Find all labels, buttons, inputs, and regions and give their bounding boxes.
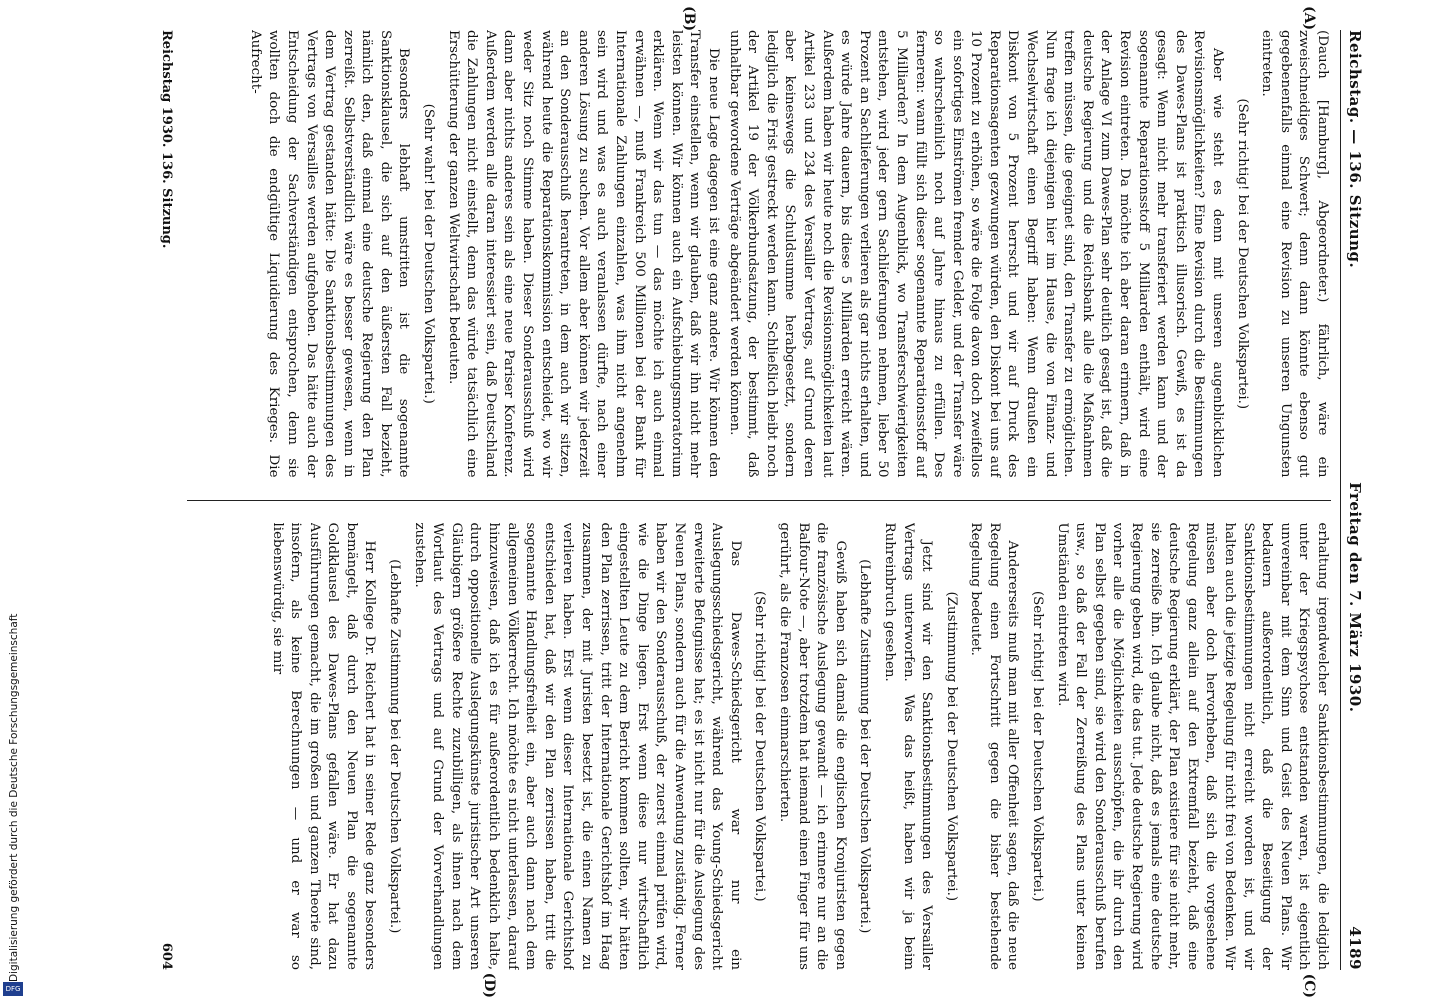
column-divider [187,500,1331,501]
page-header [1340,30,1369,970]
marker-a: (A) [1301,6,1317,31]
left-remark-1: (Sehr richtig! bei der Deutschen Volkspartei.) [1234,98,1250,410]
right-column [187,523,1331,971]
left-paragraph-1: (Dauch [Hamburg], Abgeordneter.) fährlich, wäre ein zweischneidiges Schwert; denn dann könnte ebenso gut gegebenenfalls einmal eine Revision zu unseren Ungunsten eintreten. [1259,30,1330,478]
marker-c: (C) [1301,973,1317,998]
digitization-note-text: Digitalisierung gefördert durch die Deutsche Forschungsgemeinschaft [8,613,20,982]
left-paragraph-2: Aber wie steht es denn mit unseren augenblicklichen Revisionsmöglichkeiten? Eine Revision durch die Bestimmungen des Dawes-Plans ist praktisch illusorisch. Gewiß, es ist da gesagt: Wenn nicht mehr transferiert werden kann und der sogenannte Reparationsstoff 5 Milliarden enthält, wird eine Revision eintreten. Da möchte ich aber daran erinnern, daß in der Anlage VI zum Dawes-Plan sehr deutlich gesagt ist, daß die deutsche Regierung und die Reichsbank alle die Maßnahmen treffen müssen, die geeignet sind, den Transfer zu ermöglichen. Nun frage ich diejenigen hier im Hause, die von Finanz- und Wechselwirtschaft einen Begriff haben: Wenn draußen ein Diskont von 5 Prozent herrscht und wir auf Druck des Reparationsagenten gezwungen würden, den Diskont bei uns auf 10 Prozent zu erhöhen, so wäre die Folge davon doch zweifellos ein sofortiges Einströmen fremder Gelder, und der Transfer wäre so wahrscheinlich noch auf Jahre hinaus zu erfüllen. Des ferneren: wann füllt sich dieser sogenannte Reparationsstoff auf 5 Milliarden? In dem Augenblick, wo Transferschwierigkeiten entstehen, wird jeder gern Sachlieferungen nehmen, lieber 50 Prozent an Sachlieferungen verlieren als gar nichts erhalten, und es würde Jahre dauern, bis diese 5 Milliarden erreicht wären. Außerdem haben wir heute noch die Revisionsmöglichkeiten laut Artikel 233 und 234 des Versailler Vertrags, auf Grund deren aber keineswegs die Schuldsumme herabgesetzt, sondern lediglich die Frist gestreckt werden kann. Schließlich bleibt noch der Artikel 19 der Völkerbundsatzung, der bestimmt, daß unhaltbar gewordene Verträge abgeändert werden können. [726,30,1226,478]
left-paragraph-4: Besonders lebhaft umstritten ist die sogenannte Sanktionsklausel, die sich auf den äußersten Fall bezieht, nämlich den, daß einmal eine deutsche Regierung den Plan zerreißt. Selbstverständlich wäre es besser gewesen, wenn in dem Vertrag gestanden hätte: Die Sanktionsbestimmungen des Vertrags von Versailles werden aufgehoben. Das hätte auch der Entscheidung der Sachverständigen entsprochen, denn sie wollten doch die endgültige Liquidierung des Krieges. Die Aufrecht- [247,30,412,478]
right-remark-1: (Sehr richtig! bei der Deutschen Volkspartei.) [1030,590,1046,902]
newspaper-page [117,0,1377,1000]
marker-d: (D) [481,972,497,998]
right-remark-3: (Lebhafte Zustimmung bei der Deutschen Volkspartei.) [857,559,873,934]
text-columns [187,30,1331,970]
footer-page-number: 604 [159,942,175,970]
left-paragraph-3: Die neue Lage dagegen ist eine ganz andere. Wir können den Transfer einstellen, wenn wir glauben, daß wir ihn nicht mehr leisten können. Wir können auch ein Aufschiebungsmoratorium erklären. Wenn wir das tun — das möchte ich auch einmal erwähnen —, muß Frankreich 500 Millionen bei der Bank für Internationale Zahlungen einzahlen, was ihm nicht angenehm sein wird und was es auch veranlassen dürfte, nach einer anderen Lösung zu suchen. Vor allem aber können wir jederzeit an den Sonderausschuß herantreten, in dem auch wir sitzen, während heute die Reparationskommission entscheidet, wo wir weder Sitz noch Stimme haben. Dieser Sonderausschuß wird dann aber nichts anderes sein als eine neue Pariser Konferenz. Außerdem werden alle daran interessiert sein, daß Deutschland die Zahlungen nicht einstellt, denn das würde tatsächlich eine Erschütterung der ganzen Weltwirtschaft bedeuten. [445,30,721,478]
right-remark-2: (Zustimmung bei der Deutschen Volkspartei.) [943,591,959,902]
right-paragraph-2: Andererseits muß man mit aller Offenheit sagen, daß die neue Regelung einen Fortschritt gegen die bisher bestehende Regelung bedeutet. [968,522,1021,970]
right-paragraph-3: Jetzt sind wir den Sanktionsbestimmungen des Versailler Vertrags unterworfen. Was das heißt, haben wir ja beim Ruhreinbruch gesehen. [881,522,935,970]
left-remark-2: (Sehr wahr! bei der Deutschen Volkspartei.) [421,103,437,404]
footer-session: Reichstag 1930. 136. Sitzung. [159,30,175,249]
right-remark-5: (Lebhafte Zustimmung bei der Deutschen Volkspartei.) [387,559,403,934]
page-footer [155,30,179,970]
marker-b: (B) [681,6,697,32]
right-paragraph-1: erhaltung irgendwelcher Sanktionsbestimmungen, die lediglich unter der Kriegspsychose entstanden waren, ist eigentlich unvereinbar mit dem Sinn und Geist des Neuen Plans. Wir bedauern außerordentlich, daß die Beseitigung der Sanktionsbestimmungen nicht erreicht worden ist, und wir halten auch die jetzige Regelung für nicht frei von Bedenken. Wir müssen aber doch hervorheben, daß sich die vorgesehene Regelung ganz allein auf den Extremfall bezieht, daß eine deutsche Regierung erklärt, der Plan existiere für sie nicht mehr, sie zerreiße ihn. Ich glaube nicht, daß es jemals eine deutsche Regierung geben wird, die das tut. Jede deutsche Regierung wird vorher alle die Möglichkeiten ausschöpfen, die ihr durch den Plan selbst gegeben sind, sie wird den Sonderausschuß berufen usw., so daß der Fall der Zerreißung des Plans unter keinen Umständen eintreten wird. [1054,522,1330,970]
digitization-note [0,0,28,1000]
header-date: Freitag den 7. März 1930. [1346,482,1364,713]
right-paragraph-4: Gewiß haben sich damals die englischen Kronjuristen gegen die französische Auslegung gewandt — ich erinnere nur an die Balfour-Note —, aber trotzdem hat niemand einen Finger für uns gerührt, als die Franzosen einmarschierten. [776,522,848,970]
dfg-logo: DFG [3,982,23,996]
right-remark-4: (Sehr richtig! bei der Deutschen Volkspartei.) [752,590,768,902]
right-paragraph-5: Das Dawes-Schiedsgericht war nur ein Auslegungsschiedsgericht, während das Young-Schiedsgericht erweiterte Befugnisse hat; es ist nicht nur für die Auslegung des Neuen Plans, sondern auch für die Anwendung zuständig. Ferner haben wir den Sonderausschuß, der zuerst einmal prüfen wird, wie die Dinge liegen. Erst wenn diese nur wirtschaftlich eingestellten Leute zu dem Bericht kommen sollten, wir hätten den Plan zerrissen, tritt der Internationale Gerichtshof im Haag zusammen, der mit Juristen besetzt ist, die einen Namen zu verlieren haben. Erst wenn dieser Internationale Gerichtshof entschieden hat, daß wir den Plan zerrissen haben, tritt die sogenannte Handlungsfreiheit ein, aber auch dann nach dem allgemeinen Völkerrecht. Ich möchte es nicht unterlassen, darauf hinzuweisen, daß ich es für außerordentlich bedenklich halte, durch oppositionelle Auslegungskünste juristischer Art unseren Gläubigern größere Rechte zuzubilligen, als ihnen nach dem Wortlaut des Vertrags und auf Grund der Vorverhandlungen zustehen. [411,522,743,970]
right-paragraph-6: Herr Kollege Dr. Reichert hat in seiner Rede ganz besonders bemängelt, daß durch den Neuen Plan die sogenannte Goldklausel des Dawes-Plans gefallen wäre. Er hat dazu Ausführungen gemacht, die im großen und ganzen Theorie sind, insofern, als keine Berechnungen — und er war so liebenswürdig, sie mir [269,522,378,970]
left-column [187,30,1331,478]
header-left: Reichstag. — 136. Sitzung. [1346,30,1364,269]
header-page-number: 4189 [1346,926,1364,970]
